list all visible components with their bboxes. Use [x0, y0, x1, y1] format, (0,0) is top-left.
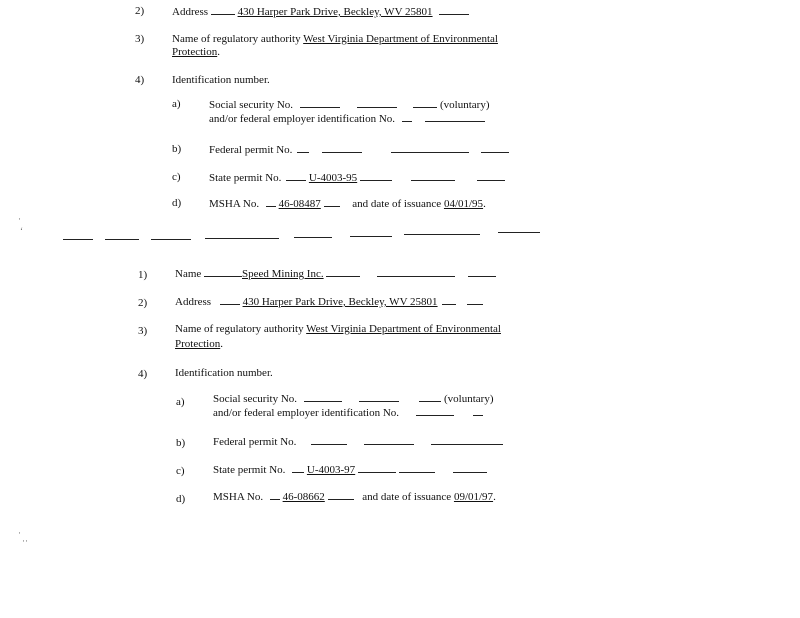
- b-authority-label: Name of regulatory authority: [175, 323, 304, 335]
- a-msha-blank-1: [266, 197, 276, 207]
- b-fein-blank-2: [473, 406, 483, 416]
- b-address-blank-3: [467, 295, 483, 305]
- b-state-num: c): [176, 465, 185, 477]
- a-state-blank-3: [411, 171, 455, 181]
- b-authority-period: .: [220, 338, 223, 350]
- b-ssn-blank-2: [359, 392, 399, 402]
- scan-speck-4: ··: [22, 536, 28, 546]
- b-ident-num: 4): [138, 368, 148, 380]
- separator-line-5: [294, 237, 332, 238]
- b-address-blank-2: [442, 295, 456, 305]
- b-federal-blank-3: [431, 435, 503, 445]
- a-address-value: 430 Harper Park Drive, Beckley, WV 25801: [237, 6, 433, 18]
- b-name-blank-3: [377, 267, 455, 277]
- b-msha-line: [213, 490, 496, 504]
- a-authority-value-cont: Protection: [172, 46, 218, 58]
- a-state-line: [209, 171, 505, 185]
- b-name-blank-2: [326, 267, 360, 277]
- a-federal-blank-1: [297, 143, 309, 153]
- b-federal-blank-1: [311, 435, 347, 445]
- a-msha-label: MSHA No.: [209, 198, 260, 210]
- a-federal-blank-2: [322, 143, 362, 153]
- b-name-label: Name: [175, 268, 202, 280]
- separator-line-4: [205, 238, 279, 239]
- b-msha-blank-2: [328, 490, 354, 500]
- separator-line-2: [105, 239, 139, 240]
- b-state-blank-4: [453, 463, 487, 473]
- b-state-line: [213, 463, 487, 477]
- b-msha-value: 46-08662: [282, 491, 325, 503]
- a-ssn-label: Social security No.: [209, 99, 294, 111]
- a-address-blank-1: [211, 5, 235, 15]
- separator-line-8: [498, 232, 540, 233]
- a-ssn-voluntary: (voluntary): [440, 99, 490, 111]
- b-msha-num: d): [176, 493, 186, 505]
- b-authority-num: 3): [138, 325, 148, 337]
- a-ssn-blank-2: [357, 98, 397, 108]
- b-msha-period: .: [493, 491, 496, 503]
- b-name-value: Speed Mining Inc.: [242, 268, 324, 280]
- a-ssn-blank-3: [413, 98, 437, 108]
- separator-line-1: [63, 239, 93, 240]
- a-msha-date-value: 04/01/95: [443, 198, 484, 210]
- b-state-label: State permit No.: [213, 464, 286, 476]
- b-msha-blank-1: [270, 490, 280, 500]
- scan-speck-1: ·: [18, 214, 21, 224]
- a-address-num: 2): [135, 5, 145, 17]
- scan-speck-3: ·: [18, 528, 21, 538]
- a-address-label: Address: [172, 6, 209, 18]
- a-federal-blank-4: [481, 143, 509, 153]
- b-ssn-blank-3: [419, 392, 441, 402]
- a-state-blank-2: [360, 171, 392, 181]
- b-msha-date-label: and date of issuance: [362, 491, 452, 503]
- b-ssn-blank-1: [304, 392, 342, 402]
- b-name-num: 1): [138, 269, 148, 281]
- b-ssn-num: a): [176, 396, 185, 408]
- b-ssn-voluntary: (voluntary): [444, 393, 494, 405]
- a-msha-line: [209, 197, 486, 211]
- b-address-value: 430 Harper Park Drive, Beckley, WV 25801: [242, 296, 438, 308]
- b-federal-label: Federal permit No.: [213, 436, 297, 448]
- a-authority-line-2: [172, 46, 220, 59]
- a-authority-num: 3): [135, 33, 145, 45]
- b-msha-label: MSHA No.: [213, 491, 264, 503]
- b-name-blank-4: [468, 267, 496, 277]
- b-federal-line: [213, 435, 503, 449]
- b-name-line: [175, 267, 496, 281]
- b-msha-date-value: 09/01/97: [453, 491, 494, 503]
- b-fein-label: and/or federal employer identification No.: [213, 407, 400, 419]
- b-ssn-label: Social security No.: [213, 393, 298, 405]
- a-ssn-line: [209, 98, 490, 112]
- b-address-blank-1: [220, 295, 240, 305]
- a-authority-period: .: [217, 46, 220, 58]
- b-name-blank-1: [204, 267, 242, 277]
- a-federal-line: [209, 143, 509, 157]
- a-address-line: [172, 5, 469, 19]
- b-address-label: Address: [175, 296, 212, 308]
- b-address-line: [175, 295, 483, 309]
- a-state-blank-4: [477, 171, 505, 181]
- a-address-blank-2: [439, 5, 469, 15]
- a-msha-date-label: and date of issuance: [352, 198, 442, 210]
- a-ssn-num: a): [172, 98, 181, 110]
- b-authority-line: [175, 323, 501, 336]
- a-state-value: U-4003-95: [308, 172, 358, 184]
- a-msha-period: .: [483, 198, 486, 210]
- scan-speck-2: ‘: [20, 226, 23, 236]
- a-ident-num: 4): [135, 74, 145, 86]
- a-authority-line: [172, 33, 498, 46]
- a-federal-num: b): [172, 143, 182, 155]
- b-state-blank-2: [358, 463, 396, 473]
- separator-line-3: [151, 239, 191, 240]
- a-state-num: c): [172, 171, 181, 183]
- b-fein-line: [213, 406, 483, 420]
- a-fein-label: and/or federal employer identification No.: [209, 113, 396, 125]
- b-ident-label: Identification number.: [175, 367, 273, 379]
- a-msha-blank-2: [324, 197, 340, 207]
- b-authority-value-cont: Protection: [175, 338, 221, 350]
- separator-line-7: [404, 234, 480, 235]
- a-federal-blank-3: [391, 143, 469, 153]
- b-state-value: U-4003-97: [306, 464, 356, 476]
- b-address-num: 2): [138, 297, 148, 309]
- a-federal-label: Federal permit No.: [209, 144, 293, 156]
- a-state-blank-1: [286, 171, 306, 181]
- a-fein-line: [209, 112, 485, 126]
- b-federal-blank-2: [364, 435, 414, 445]
- b-authority-line-2: [175, 338, 223, 351]
- b-state-blank-1: [292, 463, 304, 473]
- b-authority-value: West Virginia Department of Environmental: [306, 323, 501, 335]
- a-msha-value: 46-08487: [278, 198, 321, 210]
- a-fein-blank-1: [402, 112, 412, 122]
- a-authority-label: Name of regulatory authority: [172, 33, 301, 45]
- a-ident-label: Identification number.: [172, 74, 270, 86]
- a-fein-blank-2: [425, 112, 485, 122]
- a-ssn-blank-1: [300, 98, 340, 108]
- a-authority-value: West Virginia Department of Environmental: [303, 33, 498, 45]
- b-federal-num: b): [176, 437, 186, 449]
- b-fein-blank-1: [416, 406, 454, 416]
- b-state-blank-3: [399, 463, 435, 473]
- b-ssn-line: [213, 392, 494, 406]
- a-msha-num: d): [172, 197, 182, 209]
- separator-line-6: [350, 236, 392, 237]
- a-state-label: State permit No.: [209, 172, 282, 184]
